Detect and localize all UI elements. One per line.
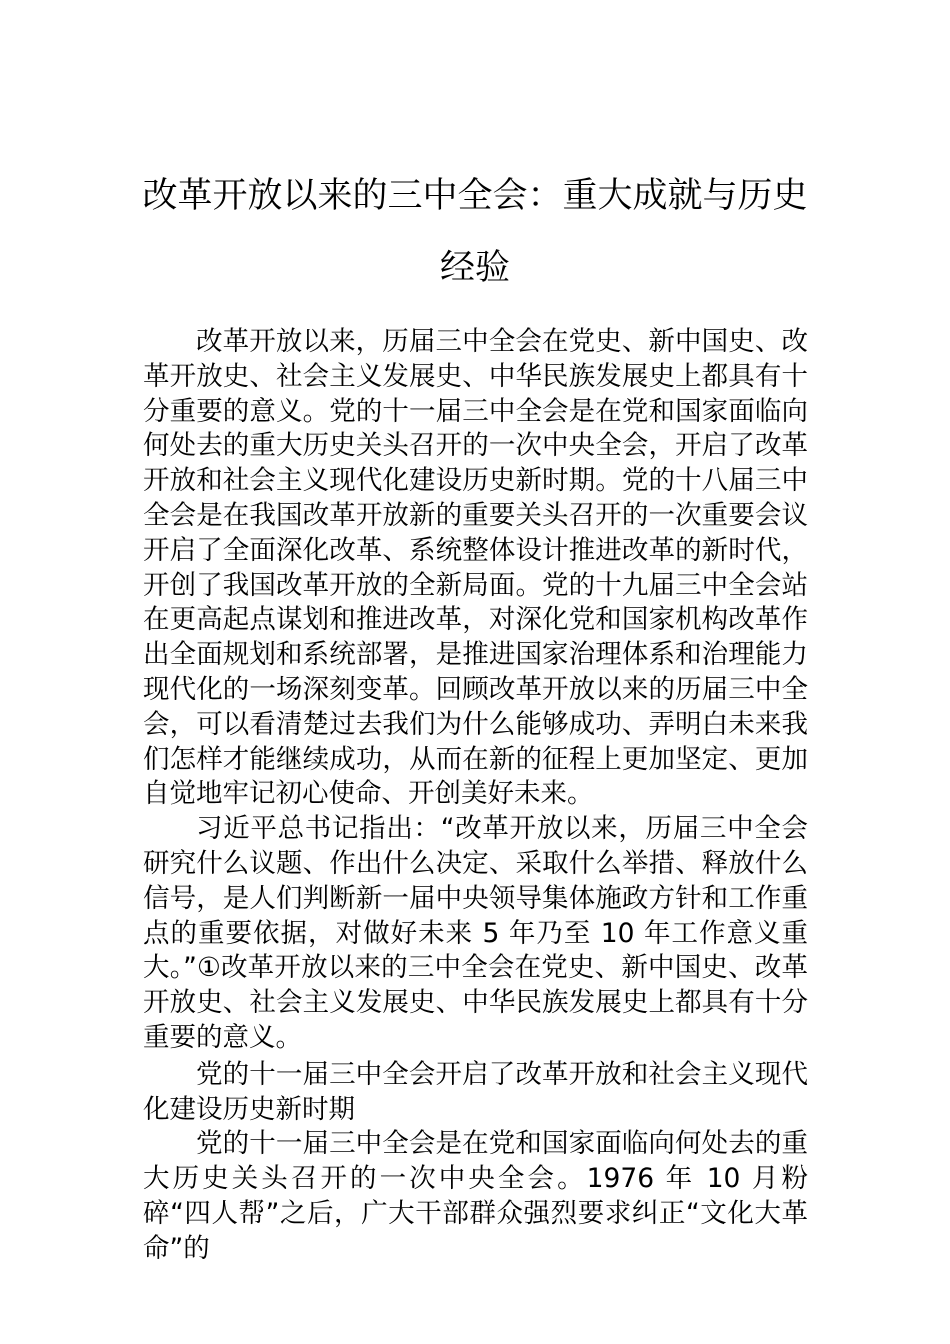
document-body [143, 325, 808, 1267]
paragraph-quote: 习近平总书记指出：“改革开放以来，历届三中全会研究什么议题、作出什么决定、采取什么举措、释放什么信号，是人们判断新一届中央领导集体施政方针和工作重点的重要依据，对做好未来 5 年乃至 10 年工作意义重大。”①改革开放以来的三中全会在党史、新中国史、改革开放史、社会主义发展史、中华民族发展史上都具有十分重要的意义。 [143, 813, 808, 1053]
paragraph-intro: 改革开放以来，历届三中全会在党史、新中国史、改革开放史、社会主义发展史、中华民族发展史上都具有十分重要的意义。党的十一届三中全会是在党和国家面临向何处去的重大历史关头召开的一次中央全会，开启了改革开放和社会主义现代化建设历史新时期。党的十八届三中全会是在我国改革开放新的重要关头召开的一次重要会议开启了全面深化改革、系统整体设计推进改革的新时代，开创了我国改革开放的全新局面。党的十九届三中全会站在更高起点谋划和推进改革，对深化党和国家机构改革作出全面规划和系统部署，是推进国家治理体系和治理能力现代化的一场深刻变革。回顾改革开放以来的历届三中全会，可以看清楚过去我们为什么能够成功、弄明白未来我们怎样才能继续成功，从而在新的征程上更加坚定、更加自觉地牢记初心使命、开创美好未来。 [143, 326, 808, 810]
document-title: 改革开放以来的三中全会：重大成就与历史经验 [142, 176, 808, 288]
section-heading: 党的十一届三中全会开启了改革开放和社会主义现代化建设历史新时期 [143, 1058, 808, 1125]
paragraph-section-start: 党的十一届三中全会是在党和国家面临向何处去的重大历史关头召开的一次中央全会。1976 年 10 月粉碎“四人帮”之后，广大干部群众强烈要求纠正“文化大革命”的 [143, 1128, 808, 1264]
